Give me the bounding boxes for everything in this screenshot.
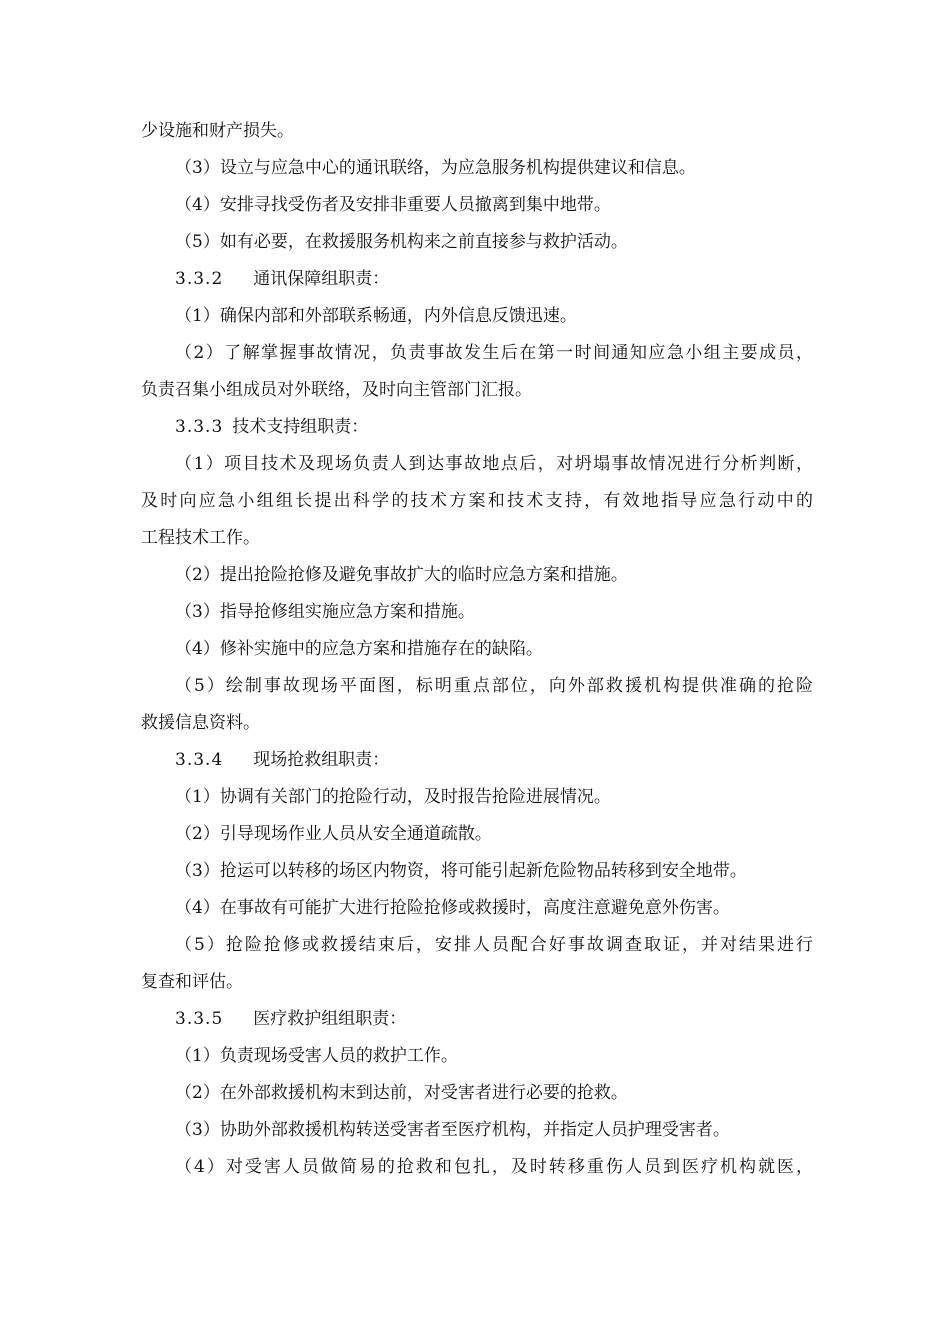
- paragraph-line: （3）抢运可以转移的场区内物资，将可能引起新危险物品转移到安全地带。: [175, 861, 747, 881]
- section-title: 医疗救护组组职责：: [253, 1009, 407, 1029]
- paragraph-line: （4）在事故有可能扩大进行抢险抢修或救援时，高度注意避免意外伤害。: [175, 898, 730, 918]
- paragraph-line: （1）负责现场受害人员的救护工作。: [175, 1046, 458, 1066]
- paragraph-line: （5）如有必要，在救援服务机构来之前直接参与救护活动。: [175, 232, 628, 252]
- section-heading: [141, 1001, 813, 1038]
- paragraph-line: 工程技术工作。: [141, 528, 260, 548]
- paragraph-line: （3）指导抢修组实施应急方案和措施。: [175, 602, 475, 622]
- section-title: 现场抢救组职责：: [253, 750, 390, 770]
- paragraph-line: 及时向应急小组组长提出科学的技术方案和技术支持，有效地指导应急行动中的: [141, 491, 813, 511]
- section-number: 3.3.4: [175, 750, 224, 770]
- paragraph-line: （4）修补实施中的应急方案和措施存在的缺陷。: [175, 639, 543, 659]
- paragraph-line: （4）对受害人员做简易的抢救和包扎，及时转移重伤人员到医疗机构就医，: [175, 1157, 813, 1177]
- section-heading: [141, 261, 813, 298]
- paragraph-line: （3）设立与应急中心的通讯联络，为应急服务机构提供建议和信息。: [175, 158, 696, 178]
- paragraph-line: （2）了解掌握事故情况，负责事故发生后在第一时间通知应急小组主要成员，: [175, 343, 813, 363]
- paragraph-line: （1）项目技术及现场负责人到达事故地点后，对坍塌事故情况进行分析判断，: [175, 454, 813, 474]
- paragraph-line: 负责召集小组成员对外联络，及时向主管部门汇报。: [141, 380, 532, 400]
- section-number: 3.3.3: [175, 417, 224, 437]
- paragraph-line: 救援信息资料。: [141, 713, 260, 733]
- paragraph-line: （3）协助外部救援机构转送受害者至医疗机构，并指定人员护理受害者。: [175, 1120, 730, 1140]
- section-title: 技术支持组职责：: [232, 417, 369, 437]
- paragraph-line: （4）安排寻找受伤者及安排非重要人员撤离到集中地带。: [175, 195, 611, 215]
- section-number: 3.3.5: [175, 1009, 224, 1029]
- paragraph-line: （2）引导现场作业人员从安全通道疏散。: [175, 824, 492, 844]
- paragraph-line: （2）在外部救援机构末到达前，对受害者进行必要的抢救。: [175, 1083, 628, 1103]
- paragraph-line: （5）绘制事故现场平面图，标明重点部位，向外部救援机构提供准确的抢险: [175, 676, 813, 696]
- paragraph-line: （2）提出抢险抢修及避免事故扩大的临时应急方案和措施。: [175, 565, 628, 585]
- paragraph-line: （1）确保内部和外部联系畅通，内外信息反馈迅速。: [175, 306, 577, 326]
- paragraph-line: （1）协调有关部门的抢险行动，及时报告抢险进展情况。: [175, 787, 611, 807]
- section-heading: [141, 742, 813, 779]
- section-heading: [141, 409, 813, 446]
- section-title: 通讯保障组职责：: [253, 269, 390, 289]
- document-page: [141, 113, 813, 1186]
- section-number: 3.3.2: [175, 269, 224, 289]
- paragraph-line: （5）抢险抢修或救援结束后，安排人员配合好事故调查取证，并对结果进行: [175, 935, 813, 955]
- paragraph-line: 少设施和财产损失。: [141, 121, 294, 141]
- paragraph-line: 复查和评估。: [141, 972, 243, 992]
